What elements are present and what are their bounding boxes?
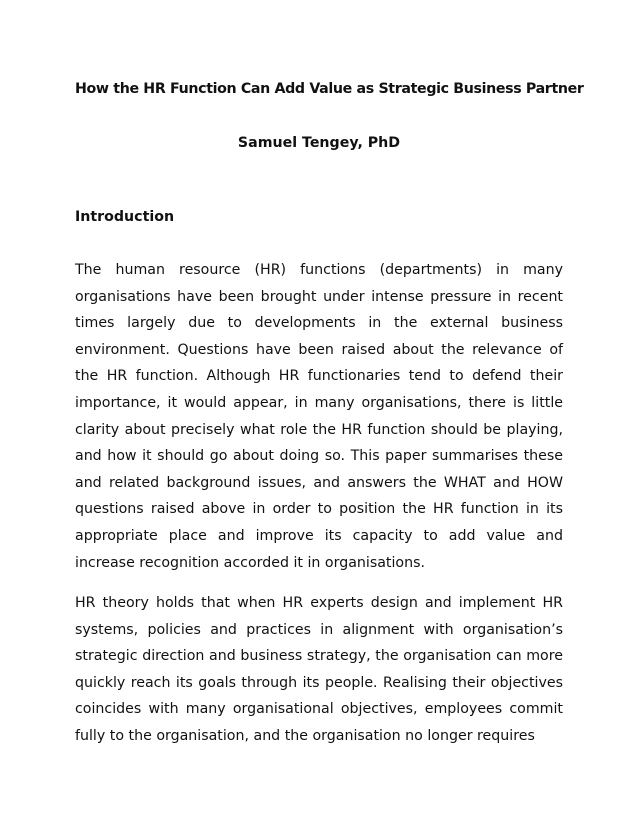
- paragraph-introduction: The human resource (HR) functions (departments) in many organisations have been brought under intense pressure in recent times largely due to developments in the external business environment. Questions have been raised about the relevance of the HR function. Although HR functionaries tend to defend their importance, it would appear, in many organisations, there is little clarity about precisely what role the HR function should be playing, and how it should go about doing so. This paper summarises these and related background issues, and answers the WHAT and HOW questions raised above in order to position the HR function in its appropriate place and improve its capacity to add value and increase recognition accorded it in organisations.: [75, 262, 563, 571]
- document-title: How the HR Function Can Add Value as Strategic Business Partner: [75, 81, 584, 97]
- author-name: Samuel Tengey, PhD: [237, 135, 401, 151]
- paragraph-hr-theory: HR theory holds that when HR experts design and implement HR systems, policies and practices in alignment with organisation’s strategic direction and business strategy, the organisation can more quickly reach its goals through its people. Realising their objectives coincides with many organisational objectives, employees commit fully to the organisation, and the organisation no longer requires: [75, 595, 563, 744]
- section-heading: Introduction: [75, 209, 175, 225]
